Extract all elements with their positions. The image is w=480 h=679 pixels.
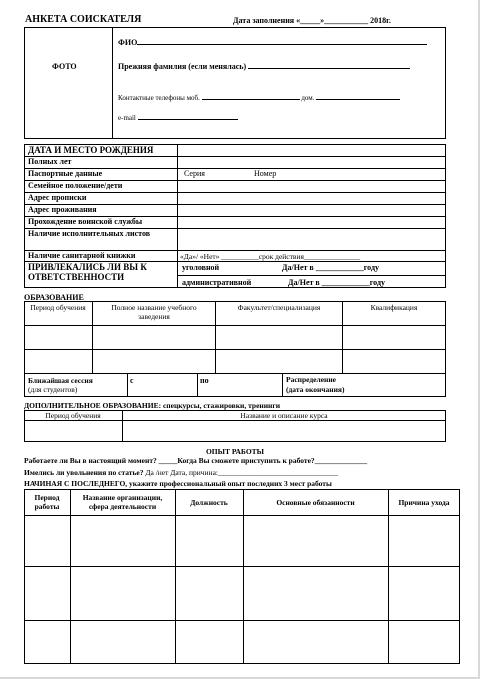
session-label: Ближайшая сессия — [28, 376, 93, 385]
prev-surname-field[interactable] — [118, 62, 410, 71]
work-col-position: Должность — [190, 498, 228, 507]
edu-col-faculty: Факультет/специализация — [237, 303, 321, 312]
extra-col-period: Период обучения — [45, 411, 101, 420]
q-dismissed-answer[interactable]: Да /нет Дата, причина:________________________________ — [145, 468, 338, 477]
session-note: (для студентов) — [28, 385, 78, 394]
admin-value[interactable]: Да/Нет в ____________году — [288, 278, 385, 287]
fill-date[interactable]: Дата заполнения «_____»___________ 2018г. — [233, 16, 391, 25]
fio-field[interactable] — [118, 38, 427, 47]
row-family: Семейное положение/дети — [28, 181, 123, 190]
q-dismissed-label: Имелись ли увольнения по статье? — [24, 468, 144, 477]
work-instruction-bold: НАЧИНАЯ С ПОСЛЕДНЕГО, — [24, 479, 128, 488]
work-col-duties: Основные обязанности — [276, 498, 355, 507]
extra-education-title: ДОПОЛНИТЕЛЬНОЕ ОБРАЗОВАНИЕ: спецкурсы, стажировки, тренинги — [24, 401, 281, 410]
row-registration: Адрес прописки — [28, 193, 87, 202]
education-title: ОБРАЗОВАНИЕ — [24, 293, 84, 302]
distribution-label: Распределение — [286, 375, 337, 384]
work-instruction-rest: укажите профессиональный опыт последних 3 мест работы — [129, 479, 332, 488]
work-col-reason: Причина ухода — [398, 498, 450, 507]
work-instruction — [24, 479, 332, 488]
passport-series[interactable]: Серия — [184, 169, 205, 178]
q-dismissed[interactable] — [24, 468, 338, 477]
prev-surname-label: Прежняя фамилия (если менялась) — [118, 62, 247, 71]
work-col-period: Период работы — [34, 493, 60, 511]
phones-label: Контактные телефоны моб. — [118, 94, 200, 102]
phones-field[interactable] — [118, 93, 400, 102]
row-age: Полных лет — [28, 157, 72, 166]
work-title: ОПЫТ РАБОТЫ — [205, 447, 265, 456]
criminal-value[interactable]: Да/Нет в ____________году — [282, 263, 379, 272]
home-phone-label: дом. — [301, 94, 315, 102]
row-military: Прохождение воинской службы — [28, 217, 143, 226]
sanitary-value[interactable]: «Да»/ «Нет» __________срок действия_______________ — [180, 252, 361, 261]
birth-section-title: ДАТА И МЕСТО РОЖДЕНИЯ — [28, 145, 154, 155]
row-passport: Паспортные данные — [28, 169, 103, 178]
passport-number[interactable]: Номер — [254, 169, 277, 178]
session-to-label[interactable]: по — [200, 376, 209, 385]
email-field[interactable] — [118, 113, 238, 122]
extra-col-course: Название и описание курса — [240, 411, 328, 420]
criminal-label: уголовной — [182, 263, 220, 272]
liability-title: ПРИВЛЕКАЛИСЬ ЛИ ВЫ К ОТВЕТСТВЕННОСТИ — [28, 262, 147, 282]
work-col-organization: Название организации, сфера деятельности — [82, 493, 163, 511]
form-title: АНКЕТА СОИСКАТЕЛЯ — [25, 14, 142, 25]
edu-col-period: Период обучения — [30, 303, 86, 312]
photo-label: ФОТО — [52, 62, 77, 71]
fio-label: ФИО — [118, 38, 138, 47]
session-from-label[interactable]: с — [130, 376, 134, 385]
row-writs: Наличие исполнительных листов — [28, 229, 151, 238]
row-sanitary: Наличие санитарной книжки — [28, 251, 136, 260]
q-working[interactable]: Работаете ли Вы в настоящий момент? _____Когда Вы сможете приступить к работе?______________ — [24, 456, 368, 465]
email-label: e-mail — [118, 114, 136, 122]
edu-col-qualification: Квалификация — [370, 303, 418, 312]
admin-label: административной — [182, 278, 252, 287]
distribution-note: (дата окончания) — [286, 385, 345, 394]
row-residence: Адрес проживания — [28, 205, 97, 214]
edu-col-institution: Полное название учебного заведения — [111, 303, 197, 321]
